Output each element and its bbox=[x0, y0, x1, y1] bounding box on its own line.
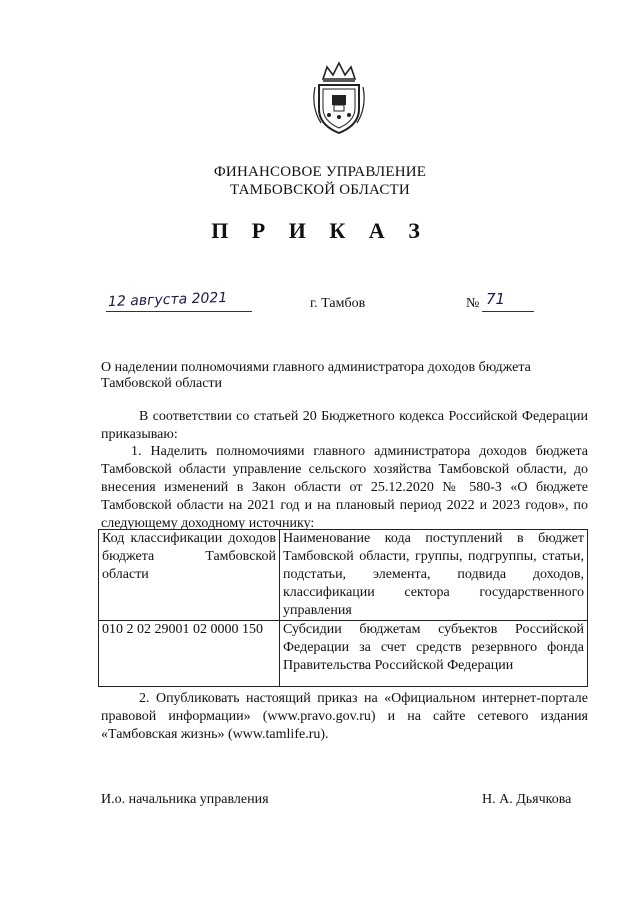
date-underline bbox=[106, 311, 252, 312]
order-date: 12 августа 2021 bbox=[107, 289, 228, 311]
item-1-paragraph: 1. Наделить полномочиями главного администратора доходов бюджета Тамбовской области управление сельского хозяйства Тамбовской области, до внесения изменений в Закон области от 25.12.2020 № 580-З «О бюджете Тамбовской области на 2021 год и на плановый период 2022 и 2023 годов», по следующему доходному источнику: bbox=[101, 444, 588, 531]
order-number: 71 bbox=[486, 290, 506, 308]
coat-of-arms-icon bbox=[309, 57, 369, 137]
signatory-name: Н. А. Дьячкова bbox=[482, 792, 572, 807]
intro-paragraph: В соответствии со статьей 20 Бюджетного кодекса Российской Федерации приказываю: bbox=[101, 409, 588, 442]
table-header-name: Наименование кода поступлений в бюджет Тамбовской области, группы, подгруппы, статьи, подстатьи, элемента, подвида доходов, классификации сектора государственного управления bbox=[280, 530, 588, 621]
table-header-code: Код классификации доходов бюджета Тамбовской области bbox=[99, 530, 280, 621]
table-cell-name: Субсидии бюджетам субъектов Российской Федерации за счет средств резервного фонда Правительства Российской Федерации bbox=[280, 621, 588, 687]
order-subject: О наделении полномочиями главного администратора доходов бюджета Тамбовской области bbox=[101, 360, 531, 391]
table-row bbox=[99, 621, 588, 687]
signatory-role: И.о. начальника управления bbox=[101, 792, 269, 807]
document-title: П Р И К А З bbox=[211, 218, 429, 243]
number-label: № bbox=[466, 296, 480, 311]
org-name-line1: ФИНАНСОВОЕ УПРАВЛЕНИЕ bbox=[213, 164, 427, 180]
org-name-line2: ТАМБОВСКОЙ ОБЛАСТИ bbox=[230, 182, 410, 198]
city: г. Тамбов bbox=[310, 296, 366, 311]
table-header-row bbox=[99, 530, 588, 621]
table-cell-code: 010 2 02 29001 02 0000 150 bbox=[99, 621, 280, 687]
number-underline bbox=[482, 311, 534, 312]
revenue-source-table bbox=[98, 529, 588, 687]
item-2-paragraph: 2. Опубликовать настоящий приказ на «Официальном интернет-портале правовой информации» (www.pravo.gov.ru) и на сайте сетевого издания «Тамбовская жизнь» (www.tamlife.ru). bbox=[101, 691, 588, 742]
